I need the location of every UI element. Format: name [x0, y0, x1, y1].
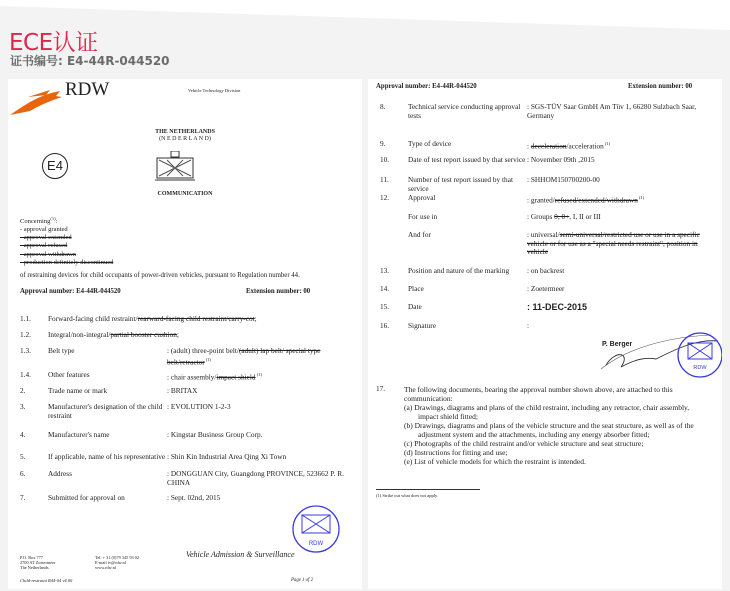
colon: : [527, 321, 530, 330]
attached-document: (e) List of vehicle models for which the restraint is intended. [404, 457, 586, 466]
text-segment: Trade name or mark [48, 386, 108, 395]
contact-line: www.rdw.nl [95, 565, 116, 571]
item-value [167, 347, 350, 367]
item-number: 11. [380, 175, 389, 184]
item-value [527, 156, 710, 165]
item-value [527, 140, 710, 151]
stamp-text: RDW [693, 365, 707, 371]
text-segment: Groups [530, 212, 555, 221]
item-value [527, 285, 710, 294]
division: Vehicle Technology Division [188, 88, 241, 93]
text-segment: Address [48, 469, 72, 478]
item-label [408, 213, 526, 222]
item-label [408, 194, 526, 203]
item-label [48, 347, 166, 356]
item-value [167, 453, 350, 462]
communication-heading: COMMUNICATION [157, 191, 213, 197]
colon: : [527, 175, 531, 184]
attached-document: (c) Photographs of the child restraint and/or vehicle structure and seat structure; [404, 439, 644, 448]
text-segment: Kingstar Business Group Corp. [170, 430, 263, 439]
item-row [20, 403, 350, 423]
concerning-option: - approval refused [20, 242, 68, 250]
item-row [380, 156, 710, 176]
rdw-logo-icon [10, 87, 62, 117]
item-row [20, 470, 350, 490]
item-value [527, 103, 710, 120]
text-segment: granted/ [530, 195, 555, 205]
item-number: 2. [20, 386, 26, 395]
item-label [408, 231, 526, 240]
item-number: 15. [380, 302, 390, 311]
e-mark: E4 [42, 153, 68, 179]
extension-number: Extension number: 00 [246, 288, 311, 295]
concerning-option: - production definitely discontinued [20, 258, 114, 266]
struck-text: (adult) lap belt/ special type belt/retractor [167, 346, 321, 367]
item-number: 1.2. [20, 330, 31, 339]
rdw-logo-text: RDW [65, 79, 110, 100]
concerning-label: Concerning$^{(1)}$: [20, 216, 58, 226]
item-row [380, 303, 710, 323]
colon: : [527, 155, 531, 164]
item-row [20, 347, 350, 367]
footer-address [20, 555, 55, 571]
text-segment: 11-DEC-2015 [532, 302, 588, 312]
item-number: 12. [380, 193, 390, 202]
text-segment: (1) [603, 141, 611, 146]
item-17-intro: The following documents, bearing the approval number shown above, are attached to this communication: [404, 385, 673, 403]
text-segment: EVOLUTION 1-2-3 [170, 402, 231, 411]
text-segment: /acceleration [566, 141, 604, 151]
text-segment: Technical service conducting approval tests [408, 102, 521, 120]
item-label [48, 470, 166, 479]
country: THE NETHERLANDS [155, 129, 215, 135]
colon: : [167, 469, 171, 478]
document-list [404, 403, 704, 466]
text-segment: Manufacturer's name [48, 430, 110, 439]
item-value [527, 303, 710, 312]
certificate-page-1 [8, 79, 362, 589]
item-number: 1.4. [20, 370, 31, 379]
colon: : [527, 195, 531, 205]
text-segment: (1) [255, 372, 262, 377]
concerning-list [20, 226, 113, 267]
text-segment: And for [408, 230, 431, 239]
item-value [167, 371, 350, 382]
footnote: (1) Strike out what does not apply. [376, 493, 439, 498]
colon: : [167, 493, 171, 502]
text-segment: Forward-facing child restraint/ [48, 314, 138, 323]
item-number: 3. [20, 402, 26, 411]
concerning-option: - approval withdrawn [20, 250, 76, 258]
colon: : [167, 346, 171, 355]
text-segment: Signature [408, 321, 436, 330]
page-number: Page 1 of 2 [291, 578, 313, 583]
contact-line: Tel. + 31 (0)79 345 93 02 [95, 555, 140, 560]
text-segment: Shin Kin Industrial Area Qing Xi Town [170, 452, 287, 461]
concerning-text: Concerning [20, 218, 51, 226]
text-segment: Date of test report issued by that service [408, 155, 526, 164]
text-segment: chair assembly/ [170, 372, 217, 382]
text-segment: ; [176, 330, 179, 339]
struck-text: impact shield [216, 372, 256, 382]
text-segment: (1) [637, 195, 645, 200]
text-segment: (adult) three-point belt/ [170, 346, 239, 355]
rdw-stamp-icon [286, 501, 342, 555]
address-line: The Netherlands [20, 565, 49, 571]
item-label [48, 494, 166, 503]
colon: : [527, 284, 531, 293]
attached-document: (d) Instructions for fitting and use; [404, 448, 508, 457]
colon: : [167, 386, 171, 395]
text-segment: Number of test report issued by that service [408, 175, 513, 193]
text-segment: Place [408, 284, 424, 293]
item-number: 7. [20, 493, 26, 502]
item-label [408, 103, 526, 120]
text-segment: Other features [48, 370, 90, 379]
signer-name: P. Berger [602, 341, 633, 348]
text-segment: (1) [204, 356, 212, 362]
text-segment: Sept. 02nd, 2015 [170, 493, 221, 502]
footer-contact [95, 555, 139, 571]
struck-text: partial booster cushion [110, 330, 177, 339]
address-line: 2700 AT Zoetermeer [20, 560, 56, 566]
item-value [527, 267, 710, 276]
concerning-option: - approval extended [20, 234, 72, 242]
page-title: ECE认证 [9, 30, 98, 56]
colon: : [527, 302, 533, 312]
item-number: 6. [20, 469, 26, 478]
text-segment: Position and nature of the marking [408, 266, 510, 275]
item-label [408, 303, 526, 312]
colon: : [527, 230, 531, 239]
struck-text: deceleration [530, 141, 567, 151]
text-segment: DONGGUAN City, Guangdong PROVINCE, 523662 P. R. CHINA [167, 469, 344, 487]
item-number: 5. [20, 452, 26, 461]
approval-number: Approval number: E4-44R-044520 [376, 83, 477, 90]
item-value [527, 213, 710, 222]
item-value [167, 470, 350, 487]
colon: : [167, 430, 171, 439]
text-segment: Zoetermeer [530, 284, 565, 293]
item-row [380, 230, 710, 257]
item-number: 16. [380, 321, 390, 330]
item-number: 10. [380, 155, 390, 164]
item-number: 13. [380, 266, 390, 275]
coat-of-arms-icon [153, 151, 197, 183]
text-segment: November 09th ,2015 [530, 155, 595, 164]
struck-text: refused/extended/withdrawn [554, 195, 638, 205]
item-row [20, 431, 350, 451]
item-label [48, 371, 166, 380]
footnote-ref: (1) [50, 216, 56, 221]
colon: : [527, 141, 531, 151]
text-segment: universal/ [530, 230, 560, 239]
struck-text: rearward-facing child restraint/carry-cot [137, 314, 255, 323]
text-segment: ; [254, 314, 257, 323]
country-nl: (N E D E R L A N D) [159, 136, 211, 142]
text-segment: BRITAX [170, 386, 198, 395]
colon: : [167, 452, 171, 461]
certificate-page-2 [368, 79, 722, 589]
item-value [527, 176, 710, 185]
item-value [527, 231, 710, 257]
item-value [527, 194, 710, 205]
colon: : [527, 266, 531, 275]
item-value [167, 403, 350, 412]
signature-and-stamp-icon [596, 329, 722, 389]
text-segment: Integral/non-integral/ [48, 330, 111, 339]
purpose-text: of restraining devices for child occupants of power-driven vehicles, pursuant to Regulation number 44. [20, 272, 300, 279]
colon: : [167, 402, 171, 411]
text-segment: Submitted for approval on [48, 493, 125, 502]
item-row [380, 103, 710, 123]
struck-text: semi-universal/restricted use or use in a specific vehicle or for use as a "special needs restraint", position in vehicle [527, 230, 700, 257]
certificate-number: 证书编号: E4-44R-044520 [10, 54, 170, 68]
item-label [48, 403, 166, 420]
colon: : [167, 372, 171, 382]
item-number: 1.1. [20, 314, 31, 323]
item-number: 1.3. [20, 346, 31, 355]
item-number: 14. [380, 284, 390, 293]
item-number: 4. [20, 430, 26, 439]
item-label [48, 331, 368, 340]
form-version: Child-restraint R44-04 v4.00 [20, 578, 73, 583]
item-label [408, 176, 526, 193]
text-segment: SHHOM150700200-00 [530, 175, 600, 184]
item-label [408, 140, 526, 149]
item-17 [404, 385, 704, 466]
item-label [48, 387, 166, 396]
item-label [408, 267, 526, 276]
colon: : [527, 102, 531, 111]
text-segment: Manufacturer's designation of the child restraint [48, 402, 163, 420]
approval-number: Approval number: E4-44R-044520 [20, 288, 121, 295]
concerning-option: - approval granted [20, 226, 68, 233]
struck-text: 0, 0+ [554, 212, 570, 221]
text-segment: If applicable, name of his representative [48, 452, 166, 461]
stamp-text: RDW [308, 541, 324, 547]
item-17-number: 17. [376, 384, 386, 393]
item-value [167, 431, 350, 440]
extension-number: Extension number: 00 [628, 83, 693, 90]
attached-document: (b) Drawings, diagrams and plans of the vehicle structure and the seat structure, as well as of the adjustment system and the attachments, including any energy absorber fitted; [404, 421, 694, 439]
item-number: 9. [380, 139, 386, 148]
text-segment: SGS-TÜV Saar GmbH Am Tüv 1, 66280 Sulzbach Saar, Germany [527, 102, 697, 120]
item-number: 8. [380, 102, 386, 111]
text-segment: Belt type [48, 346, 75, 355]
footnote-divider [376, 489, 480, 490]
footer-slogan: Vehicle Admission & Surveillance [186, 550, 295, 559]
contact-line: E-mail tv@rdw.nl [95, 560, 126, 566]
text-segment: Type of device [408, 139, 452, 148]
text-segment: , I, II or III [569, 212, 601, 221]
item-row [380, 194, 710, 214]
header-background [0, 0, 730, 30]
item-label [408, 156, 526, 165]
text-segment: Approval [408, 193, 436, 202]
item-value [167, 387, 350, 396]
text-segment: Date [408, 302, 422, 311]
text-segment: on backrest [530, 266, 565, 275]
address-line: P.O. Box 777 [20, 555, 43, 560]
attached-document: (a) Drawings, diagrams and plans of the child restraint, including any retractor, chair assembly, impact shield fitted; [404, 403, 690, 421]
item-label [408, 285, 526, 294]
item-label [48, 431, 166, 440]
item-label [48, 315, 368, 324]
item-label [48, 453, 166, 462]
text-segment: For use in [408, 212, 438, 221]
colon: : [527, 212, 531, 221]
